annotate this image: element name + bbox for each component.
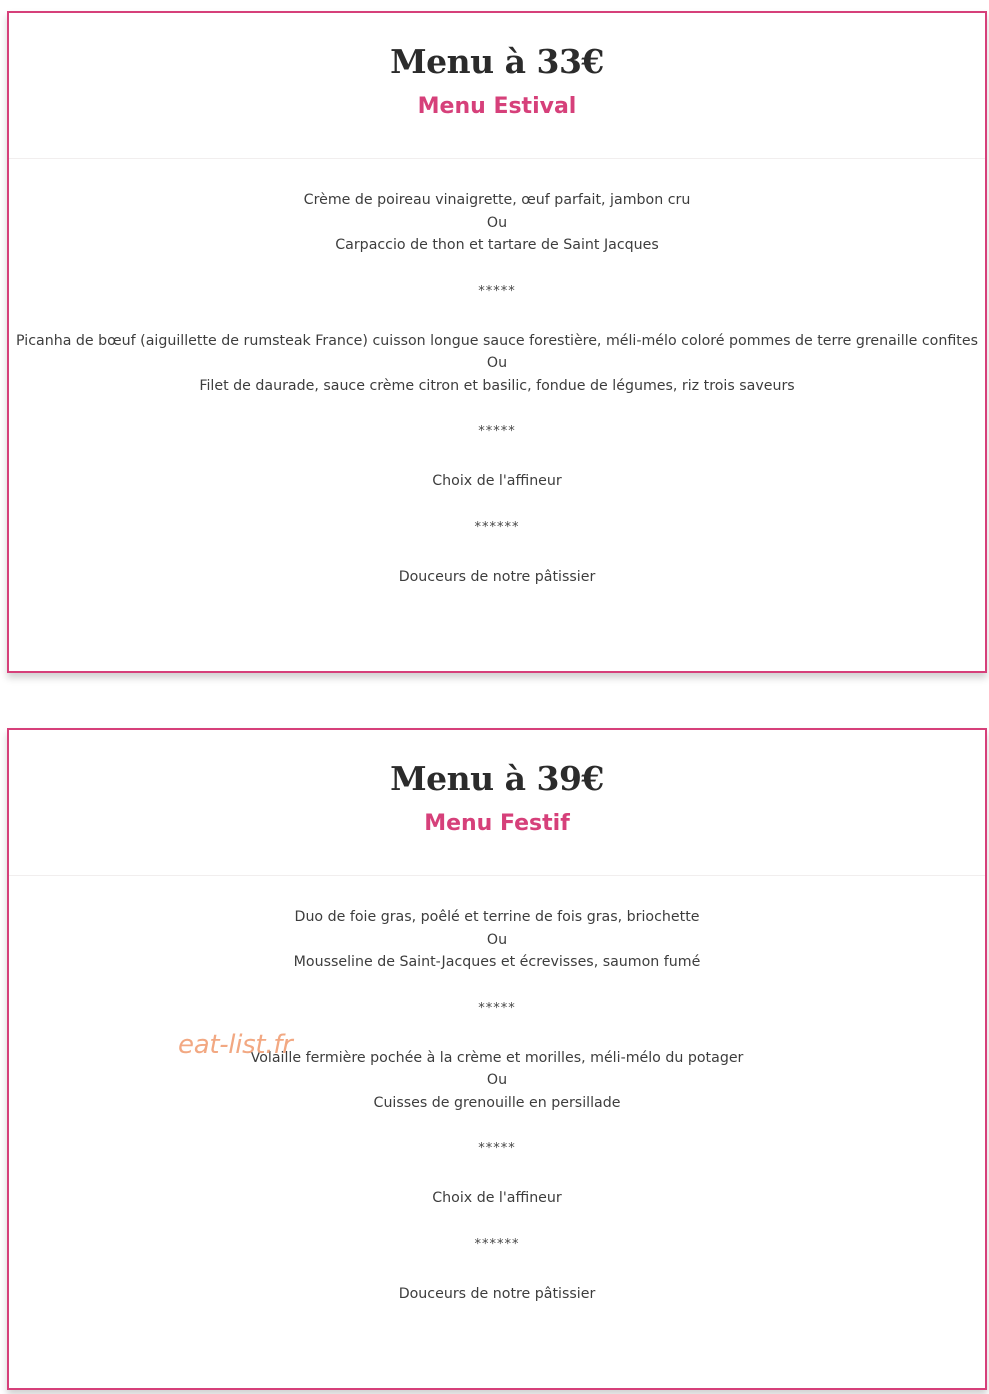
mains-course bbox=[9, 1047, 985, 1115]
starter-option-1: Crème de poireau vinaigrette, œuf parfait, jambon cru bbox=[303, 192, 691, 208]
menu-header bbox=[9, 13, 985, 159]
starter-option-2: Carpaccio de thon et tartare de Saint Jacques bbox=[335, 237, 659, 253]
menu-body bbox=[9, 159, 985, 588]
menu-title: Menu à 39€ bbox=[390, 759, 604, 798]
menu-card-33 bbox=[7, 11, 987, 673]
menu-header bbox=[9, 730, 985, 876]
course-separator: ***** bbox=[478, 1000, 516, 1016]
dessert-course bbox=[9, 1283, 985, 1306]
course-separator: ***** bbox=[478, 1141, 516, 1156]
menu-subtitle: Menu Estival bbox=[417, 94, 577, 119]
watermark-text: eat-list.fr bbox=[178, 1030, 293, 1060]
menu-title: Menu à 33€ bbox=[390, 42, 604, 81]
starter-option-2: Mousseline de Saint-Jacques et écrevisses, saumon fumé bbox=[293, 954, 701, 970]
course-separator: ***** bbox=[478, 283, 516, 299]
menu-body bbox=[9, 876, 985, 1305]
menu-card-39 bbox=[7, 728, 987, 1390]
or-label: Ou bbox=[486, 931, 508, 948]
mains-course bbox=[9, 330, 985, 398]
starters-course bbox=[9, 906, 985, 974]
or-label: Ou bbox=[486, 1072, 508, 1088]
dessert-course bbox=[9, 566, 985, 589]
cheese-item: Choix de l'affineur bbox=[432, 1190, 562, 1206]
dessert-item: Douceurs de notre pâtissier bbox=[398, 1285, 596, 1302]
cheese-course bbox=[9, 470, 985, 493]
main-option-2: Filet de daurade, sauce crème citron et basilic, fondue de légumes, riz trois saveurs bbox=[199, 377, 795, 394]
main-option-1: Volaille fermière pochée à la crème et morilles, méli-mélo du potager bbox=[250, 1049, 744, 1066]
main-option-1: Picanha de bœuf (aiguillette de rumsteak France) cuisson longue sauce forestière, méli-mélo coloré pommes de terre grenaille confites bbox=[16, 332, 978, 349]
course-separator: ***** bbox=[478, 424, 516, 439]
or-label: Ou bbox=[486, 214, 508, 231]
starter-option-1: Duo de foie gras, poêlé et terrine de fois gras, briochette bbox=[294, 909, 700, 925]
main-option-2: Cuisses de grenouille en persillade bbox=[373, 1094, 621, 1111]
dessert-item: Douceurs de notre pâtissier bbox=[398, 568, 596, 585]
course-separator: ****** bbox=[474, 1236, 520, 1252]
course-separator: ****** bbox=[474, 519, 520, 535]
cheese-course bbox=[9, 1187, 985, 1210]
menu-subtitle: Menu Festif bbox=[424, 811, 570, 836]
cheese-item: Choix de l'affineur bbox=[432, 473, 562, 489]
or-label: Ou bbox=[486, 355, 508, 371]
starters-course bbox=[9, 189, 985, 257]
